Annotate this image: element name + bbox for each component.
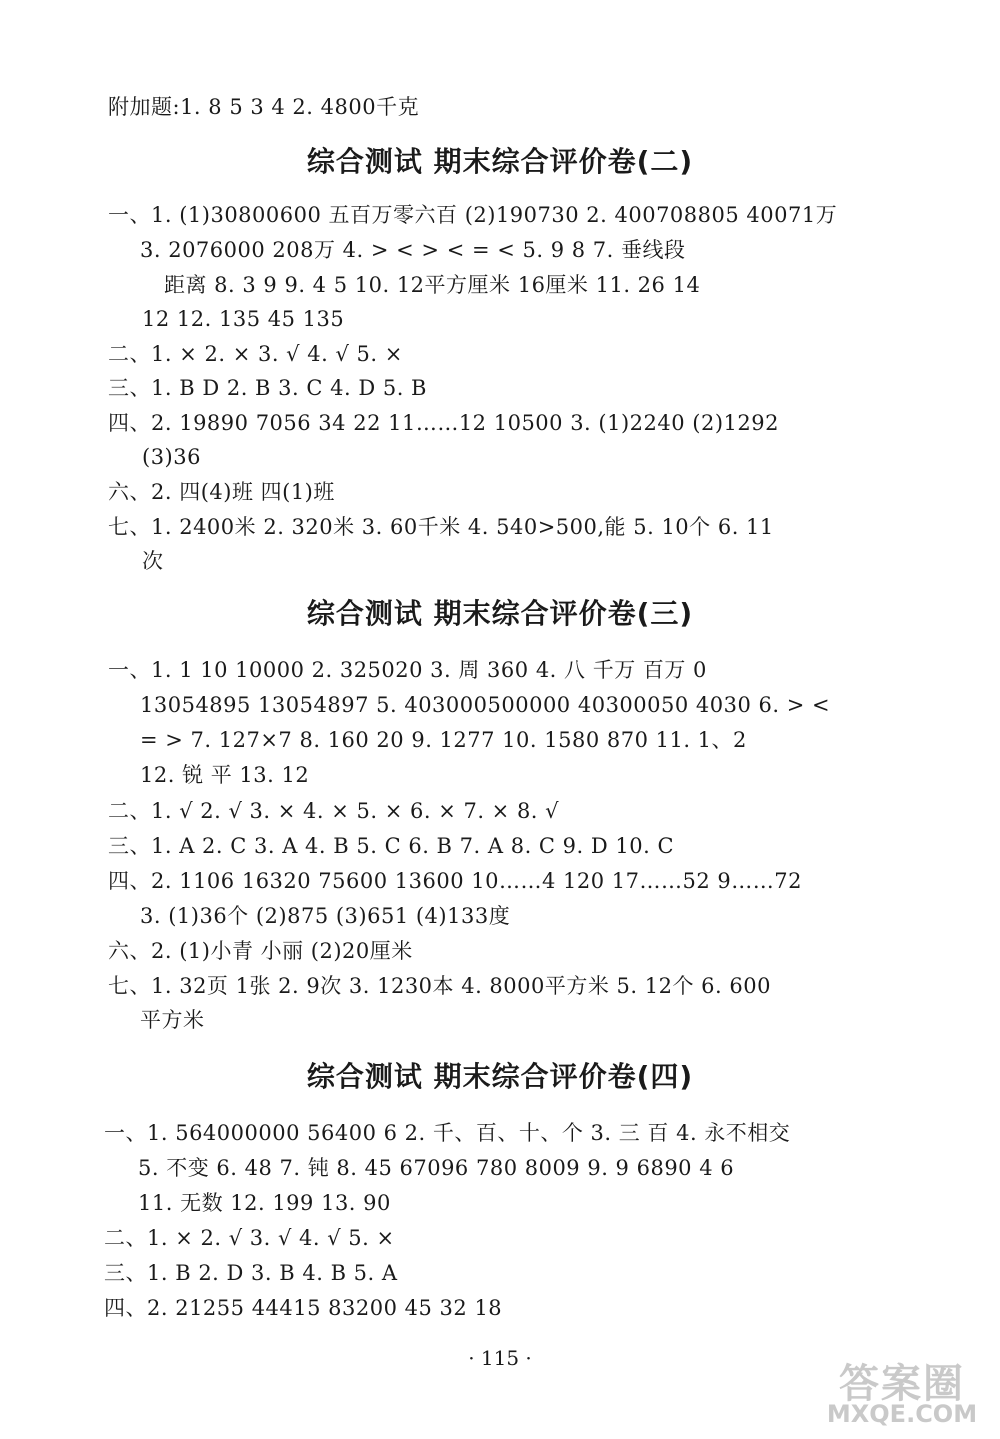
- s4-line-1: 一、1. 564000000 56400 6 2. 千、百、十、个 3. 三 百 4. 永不相交: [104, 1121, 791, 1145]
- section-title-2: 综合测试 期末综合评价卷(二): [306, 145, 694, 178]
- watermark-title: 答案圈: [839, 1361, 965, 1407]
- s4-line-5: 三、1. B 2. D 3. B 4. B 5. A: [104, 1261, 398, 1285]
- s2-line-8: (3)36: [142, 445, 201, 469]
- s3-line-3: = > 7. 127×7 8. 160 20 9. 1277 10. 1580 870 11. 1、2: [140, 728, 747, 752]
- s3-line-7: 四、2. 1106 16320 75600 13600 10……4 120 17……52 9……72: [108, 869, 802, 893]
- s2-line-10: 七、1. 2400米 2. 320米 3. 60千米 4. 540>500,能 5. 10个 6. 11: [108, 515, 774, 539]
- s2-line-9: 六、2. 四(4)班 四(1)班: [108, 480, 335, 504]
- s2-line-4: 12 12. 135 45 135: [142, 307, 345, 331]
- s3-line-5: 二、1. √ 2. √ 3. × 4. × 5. × 6. × 7. × 8. √: [108, 799, 560, 823]
- s3-line-1: 一、1. 1 10 10000 2. 325020 3. 周 360 4. 八 千万 百万 0: [108, 658, 707, 682]
- s4-line-6: 四、2. 21255 44415 83200 45 32 18: [104, 1296, 503, 1320]
- s3-line-9: 六、2. (1)小青 小丽 (2)20厘米: [108, 939, 413, 963]
- page-number: · 115 ·: [468, 1346, 532, 1370]
- s4-line-3: 11. 无数 12. 199 13. 90: [138, 1191, 391, 1215]
- s3-line-2: 13054895 13054897 5. 403000500000 40300050 4030 6. > <: [140, 693, 831, 717]
- s2-line-2: 3. 2076000 208万 4. > < > < = < 5. 9 8 7. 垂线段: [140, 238, 686, 262]
- s4-line-2: 5. 不变 6. 48 7. 钝 8. 45 67096 780 8009 9. 9 6890 4 6: [138, 1156, 735, 1180]
- s2-line-5: 二、1. × 2. × 3. √ 4. √ 5. ×: [108, 342, 403, 366]
- appendix-answers: 附加题:1. 8 5 3 4 2. 4800千克: [108, 95, 420, 119]
- s2-line-6: 三、1. B D 2. B 3. C 4. D 5. B: [108, 376, 427, 400]
- watermark-url: MXQE.COM: [826, 1400, 978, 1428]
- s2-line-3: 距离 8. 3 9 9. 4 5 10. 12平方厘米 16厘米 11. 26 14: [164, 273, 701, 297]
- s2-line-11: 次: [142, 549, 164, 573]
- s3-line-10: 七、1. 32页 1张 2. 9次 3. 1230本 4. 8000平方米 5. 12个 6. 600: [108, 974, 771, 998]
- s2-line-7: 四、2. 19890 7056 34 22 11……12 10500 3. (1)2240 (2)1292: [108, 411, 779, 435]
- s4-line-4: 二、1. × 2. √ 3. √ 4. √ 5. ×: [104, 1226, 395, 1250]
- watermark-logo: [812, 1352, 992, 1432]
- section-title-4: 综合测试 期末综合评价卷(四): [306, 1060, 694, 1093]
- s3-line-11: 平方米: [140, 1008, 205, 1032]
- s2-line-1: 一、1. (1)30800600 五百万零六百 (2)190730 2. 400708805 40071万: [108, 203, 838, 227]
- s3-line-8: 3. (1)36个 (2)875 (3)651 (4)133度: [140, 904, 511, 928]
- section-title-3: 综合测试 期末综合评价卷(三): [306, 597, 694, 630]
- s3-line-6: 三、1. A 2. C 3. A 4. B 5. C 6. B 7. A 8. C 9. D 10. C: [108, 834, 675, 858]
- s3-line-4: 12. 锐 平 13. 12: [140, 763, 310, 787]
